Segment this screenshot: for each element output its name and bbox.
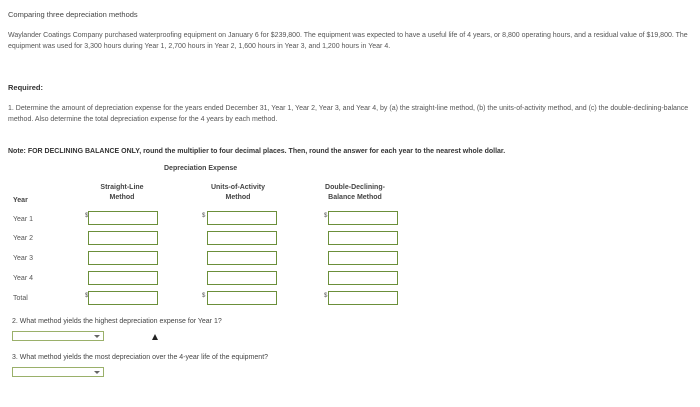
ddb-year-1-input[interactable] (328, 211, 398, 225)
question-3-dropdown[interactable] (12, 367, 104, 377)
row-label-year-3: Year 3 (13, 255, 33, 262)
required-label: Required: (8, 83, 44, 92)
row-label-year-2: Year 2 (13, 235, 33, 242)
ddb-total-input[interactable] (328, 291, 398, 305)
currency-symbol: $ (202, 293, 206, 299)
units-of-activity-year-4-input[interactable] (207, 271, 277, 285)
currency-symbol: $ (85, 213, 89, 219)
ddb-year-2-input[interactable] (328, 231, 398, 245)
currency-symbol: $ (85, 293, 89, 299)
year-column-header: Year (13, 197, 28, 204)
currency-symbol: $ (202, 213, 206, 219)
question-2-dropdown[interactable] (12, 331, 104, 341)
question-3-text: 3. What method yields the most depreciation over the 4-year life of the equipment? (12, 354, 269, 361)
mouse-cursor-icon (152, 334, 158, 340)
row-label-year-4: Year 4 (13, 275, 33, 282)
question-2-text: 2. What method yields the highest depreciation expense for Year 1? (12, 318, 222, 325)
units-of-activity-year-2-input[interactable] (207, 231, 277, 245)
rounding-note: Note: FOR DECLINING BALANCE ONLY, round the multiplier to four decimal places. Then, round the answer for each year to the nearest whole dollar. (8, 148, 506, 155)
page-title: Comparing three depreciation methods (8, 10, 138, 19)
units-of-activity-total-input[interactable] (207, 291, 277, 305)
row-label-total: Total (13, 295, 28, 302)
straight-line-year-4-input[interactable] (88, 271, 158, 285)
ddb-year-3-input[interactable] (328, 251, 398, 265)
chevron-down-icon (94, 335, 100, 338)
units-of-activity-column-header: Units-of-Activity Method (210, 184, 266, 201)
question-1-text: 1. Determine the amount of depreciation expense for the years ended December 31, Year 1, Year 2, Year 3, and Year 4, by (a) the straight-line method, (b) the units-of-activity method, and (c) the double-declining-balance method. Also determine the total depreciation expense for the 4 years by each method. (8, 105, 689, 123)
chevron-down-icon (94, 371, 100, 374)
straight-line-year-1-input[interactable] (88, 211, 158, 225)
currency-symbol: $ (324, 293, 328, 299)
problem-text: Waylander Coatings Company purchased waterproofing equipment on January 6 for $239,800. The equipment was expected to have a useful life of 4 years, or 8,800 operating hours, and a residual value of $19,800. The equipment was used for 3,300 hours during Year 1, 2,700 hours in Year 2, 1,600 hours in Year 3, and 1,200 hours in Year 4. (8, 32, 688, 50)
double-declining-balance-column-header: Double-Declining- Balance Method (325, 184, 385, 201)
ddb-year-4-input[interactable] (328, 271, 398, 285)
straight-line-year-2-input[interactable] (88, 231, 158, 245)
units-of-activity-year-3-input[interactable] (207, 251, 277, 265)
straight-line-total-input[interactable] (88, 291, 158, 305)
row-label-year-1: Year 1 (13, 216, 33, 223)
currency-symbol: $ (324, 213, 328, 219)
straight-line-column-header: Straight-Line Method (100, 184, 144, 201)
units-of-activity-year-1-input[interactable] (207, 211, 277, 225)
depreciation-expense-header: Depreciation Expense (164, 165, 238, 172)
straight-line-year-3-input[interactable] (88, 251, 158, 265)
